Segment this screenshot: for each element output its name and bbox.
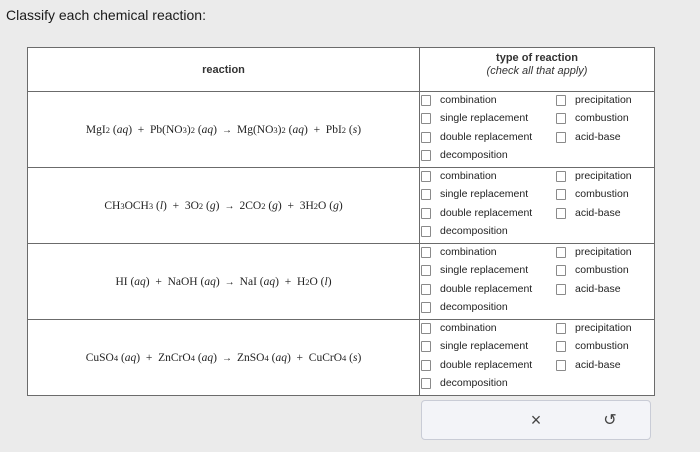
option-combination[interactable]: combination (421, 170, 497, 182)
type-header-subtitle: (check all that apply) (486, 65, 588, 77)
checkbox-icon[interactable] (421, 113, 431, 124)
option-combustion[interactable]: combustion (556, 340, 629, 352)
checkbox-icon[interactable] (556, 171, 566, 182)
checkbox-icon[interactable] (556, 247, 566, 258)
option-acid-base[interactable]: acid-base (556, 283, 621, 295)
checkbox-icon[interactable] (421, 226, 431, 237)
answer-toolbar (421, 400, 651, 440)
option-double-replacement[interactable]: double replacement (421, 207, 532, 219)
option-acid-base[interactable]: acid-base (556, 207, 621, 219)
option-decomposition[interactable]: decomposition (421, 149, 508, 161)
checkbox-icon[interactable] (421, 132, 431, 143)
option-double-replacement[interactable]: double replacement (421, 283, 532, 295)
checkbox-icon[interactable] (556, 95, 566, 106)
option-double-replacement[interactable]: double replacement (421, 131, 532, 143)
checkbox-icon[interactable] (421, 284, 431, 295)
option-precipitation[interactable]: precipitation (556, 94, 632, 106)
checkbox-icon[interactable] (421, 265, 431, 276)
checkbox-icon[interactable] (556, 265, 566, 276)
reaction-equation-3: HI ( aq ) + NaOH ( aq ) → NaI ( aq ) + H 2 O ( l ) (115, 276, 332, 288)
checkbox-icon[interactable] (556, 113, 566, 124)
option-single-replacement[interactable]: single replacement (421, 340, 528, 352)
checkbox-icon[interactable] (421, 323, 431, 334)
classification-table (27, 47, 655, 396)
checkbox-icon[interactable] (421, 378, 431, 389)
question-prompt: Classify each chemical reaction: (6, 7, 206, 23)
option-single-replacement[interactable]: single replacement (421, 264, 528, 276)
reaction-equation-4: CuSO 4 ( aq ) + ZnCrO 4 ( aq ) → ZnSO 4 ( aq ) + CuCrO 4 ( s ) (85, 352, 362, 364)
checkbox-icon[interactable] (556, 323, 566, 334)
options-row-2 (28, 168, 654, 244)
checkbox-icon[interactable] (556, 284, 566, 295)
undo-icon: ↺ (603, 412, 617, 429)
option-combination[interactable]: combination (421, 94, 497, 106)
option-single-replacement[interactable]: single replacement (421, 112, 528, 124)
undo-button[interactable] (590, 401, 630, 439)
close-icon: × (530, 409, 542, 430)
checkbox-icon[interactable] (556, 341, 566, 352)
checkbox-icon[interactable] (421, 189, 431, 200)
option-precipitation[interactable]: precipitation (556, 246, 632, 258)
option-decomposition[interactable]: decomposition (421, 377, 508, 389)
option-decomposition[interactable]: decomposition (421, 301, 508, 313)
checkbox-icon[interactable] (556, 132, 566, 143)
type-header-title: type of reaction (496, 52, 578, 64)
checkbox-icon[interactable] (421, 360, 431, 371)
checkbox-icon[interactable] (421, 95, 431, 106)
reaction-equation-2: CH 3 OCH 3 ( l ) + 3O 2 ( g ) → 2CO 2 ( g ) + 3H 2 O ( g ) (104, 200, 343, 212)
option-combustion[interactable]: combustion (556, 188, 629, 200)
checkbox-icon[interactable] (556, 189, 566, 200)
reaction-equation-1: MgI 2 ( aq ) + Pb(NO 3 ) 2 ( aq ) → Mg(NO 3 ) 2 ( aq ) + PbI 2 ( s ) (85, 124, 362, 136)
options-row-4 (28, 320, 654, 396)
option-combination[interactable]: combination (421, 322, 497, 334)
checkbox-icon[interactable] (421, 208, 431, 219)
option-decomposition[interactable]: decomposition (421, 225, 508, 237)
option-double-replacement[interactable]: double replacement (421, 359, 532, 371)
checkbox-icon[interactable] (556, 208, 566, 219)
checkbox-icon[interactable] (421, 302, 431, 313)
option-single-replacement[interactable]: single replacement (421, 188, 528, 200)
clear-button[interactable] (516, 401, 556, 439)
options-row-1 (28, 92, 654, 168)
option-precipitation[interactable]: precipitation (556, 322, 632, 334)
checkbox-icon[interactable] (421, 171, 431, 182)
checkbox-icon[interactable] (421, 247, 431, 258)
option-combustion[interactable]: combustion (556, 112, 629, 124)
checkbox-icon[interactable] (556, 360, 566, 371)
checkbox-icon[interactable] (421, 150, 431, 161)
option-acid-base[interactable]: acid-base (556, 359, 621, 371)
option-combination[interactable]: combination (421, 246, 497, 258)
option-combustion[interactable]: combustion (556, 264, 629, 276)
option-precipitation[interactable]: precipitation (556, 170, 632, 182)
type-column-header (420, 52, 654, 77)
reaction-column-header: reaction (202, 63, 245, 76)
options-row-3 (28, 244, 654, 320)
checkbox-icon[interactable] (421, 341, 431, 352)
option-acid-base[interactable]: acid-base (556, 131, 621, 143)
